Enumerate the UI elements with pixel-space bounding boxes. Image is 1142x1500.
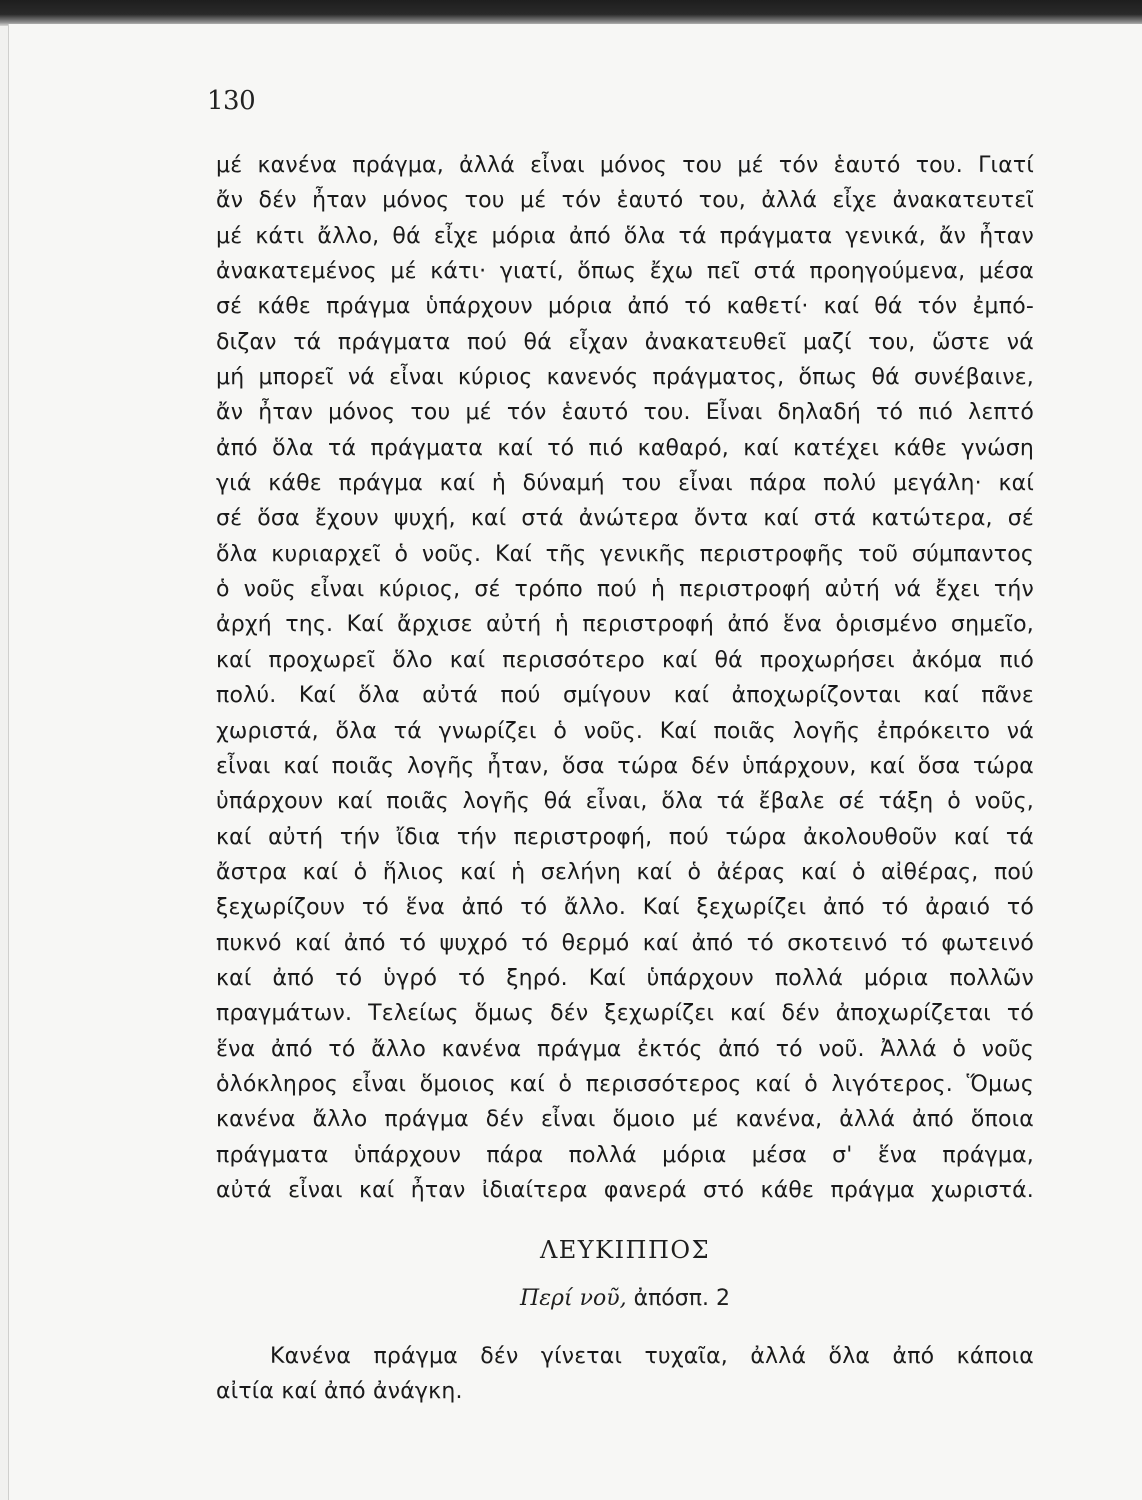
text-line: μέ κανένα πράγμα, ἀλλά εἶναι μόνος του μέ τόν ἑαυτό του. Γιατί [216,153,1034,178]
source-title: Περί νοῦ, [520,1286,627,1311]
scan-top-edge [0,0,1142,26]
text-line: σέ κάθε πράγμα ὑπάρχουν μόρια ἀπό τό καθετί· καί θά τόν ἐμπό- [216,294,1034,320]
text-line: καί προχωρεῖ ὅλο καί περισσότερο καί θά προχωρήσει ἀκόμα πιό [216,647,1034,673]
text-line: ἀπό ὅλα τά πράγματα καί τό πιό καθαρό, καί κατέχει κάθε γνώση [216,435,1034,461]
text-line: καί ἀπό τό ὑγρό τό ξηρό. Καί ὑπάρχουν πολλά μόρια πολλῶν [216,965,1034,991]
text-line: μή μπορεῖ νά εἶναι κύριος κανενός πράγματος, ὅπως θά συνέβαινε, [216,365,1034,391]
text-line: ὁλόκληρος εἶναι ὅμοιος καί ὁ περισσότερος καί ὁ λιγότερος. Ὅμως [216,1071,1034,1097]
text-line: ὑπάρχουν καί ποιᾶς λογῆς θά εἶναι, ὅλα τά ἔβαλε σέ τάξη ὁ νοῦς, [216,789,1034,815]
text-line: ἄστρα καί ὁ ἥλιος καί ἡ σελήνη καί ὁ ἀέρας καί ὁ αἰθέρας, πού [216,859,1034,885]
text-line: ἄν ἦταν μόνος του μέ τόν ἑαυτό του. Εἶναι δηλαδή τό πιό λεπτό [216,400,1034,426]
text-line: μέ κάτι ἄλλο, θά εἶχε μόρια ἀπό ὅλα τά πράγματα γενικά, ἄν ἦταν [216,223,1034,249]
text-line: ὁ νοῦς εἶναι κύριος, σέ τρόπο πού ἡ περιστροφή αὐτή νά ἔχει τήν [216,577,1034,603]
source-citation [216,1286,1034,1311]
main-text-block [216,148,1034,1208]
text-line: πυκνό καί ἀπό τό ψυχρό τό θερμό καί ἀπό τό σκοτεινό τό φωτεινό [216,930,1034,956]
fragment-line: Κανένα πράγμα δέν γίνεται τυχαῖα, ἀλλά ὅλα ἀπό κάποια [270,1344,1034,1369]
text-line: πράγματα ὑπάρχουν πάρα πολλά μόρια μέσα σ' ἕνα πράγμα, [216,1142,1034,1168]
text-line: ἕνα ἀπό τό ἄλλο κανένα πράγμα ἐκτός ἀπό τό νοῦ. Ἀλλά ὁ νοῦς [216,1036,1034,1062]
text-line: ἄν δέν ἦταν μόνος του μέ τόν ἑαυτό του, ἀλλά εἶχε ἀνακατευτεῖ [216,188,1034,214]
text-line: ξεχωρίζουν τό ἕνα ἀπό τό ἄλλο. Καί ξεχωρίζει ἀπό τό ἀραιό τό [216,895,1034,921]
source-reference: ἀπόσπ. 2 [633,1286,730,1311]
section-heading: ΛΕΥΚΙΠΠΟΣ [539,1236,711,1264]
text-line: διζαν τά πράγματα πού θά εἶχαν ἀνακατευθεῖ μαζί του, ὥστε νά [216,329,1034,355]
text-line: γιά κάθε πράγμα καί ἡ δύναμή του εἶναι πάρα πολύ μεγάλη· καί [216,471,1034,497]
fragment-text-block [216,1339,1034,1410]
fragment-line: αἰτία καί ἀπό ἀνάγκη. [216,1379,463,1405]
text-line: χωριστά, ὅλα τά γνωρίζει ὁ νοῦς. Καί ποιᾶς λογῆς ἐπρόκειτο νά [216,718,1034,744]
text-line: κανένα ἄλλο πράγμα δέν εἶναι ὅμοιο μέ κανένα, ἀλλά ἀπό ὅποια [216,1107,1034,1133]
text-line: πολύ. Καί ὅλα αὐτά πού σμίγουν καί ἀποχωρίζονται καί πᾶνε [216,683,1034,709]
text-line: εἶναι καί ποιᾶς λογῆς ἦταν, ὅσα τώρα δέν ὑπάρχουν, καί ὅσα τώρα [216,753,1034,779]
text-line: ἀρχή της. Καί ἄρχισε αὐτή ἡ περιστροφή ἀπό ἕνα ὁρισμένο σημεῖο, [216,612,1034,638]
text-line: αὐτά εἶναι καί ἦταν ἰδιαίτερα φανερά στό κάθε πράγμα χωριστά. [216,1177,1034,1203]
text-line: σέ ὅσα ἔχουν ψυχή, καί στά ἀνώτερα ὄντα καί στά κατώτερα, σέ [216,506,1034,532]
text-line: ὅλα κυριαρχεῖ ὁ νοῦς. Καί τῆς γενικῆς περιστροφῆς τοῦ σύμπαντος [216,541,1034,567]
page-number: 130 [207,86,256,116]
text-line: ἀνακατεμένος μέ κάτι· γιατί, ὅπως ἔχω πεῖ στά προηγούμενα, μέσα [216,259,1034,285]
text-line: καί αὐτή τήν ἴδια τήν περιστροφή, πού τώρα ἀκολουθοῦν καί τά [216,824,1034,850]
text-line: πραγμάτων. Τελείως ὅμως δέν ξεχωρίζει καί δέν ἀποχωρίζεται τό [216,1001,1034,1027]
